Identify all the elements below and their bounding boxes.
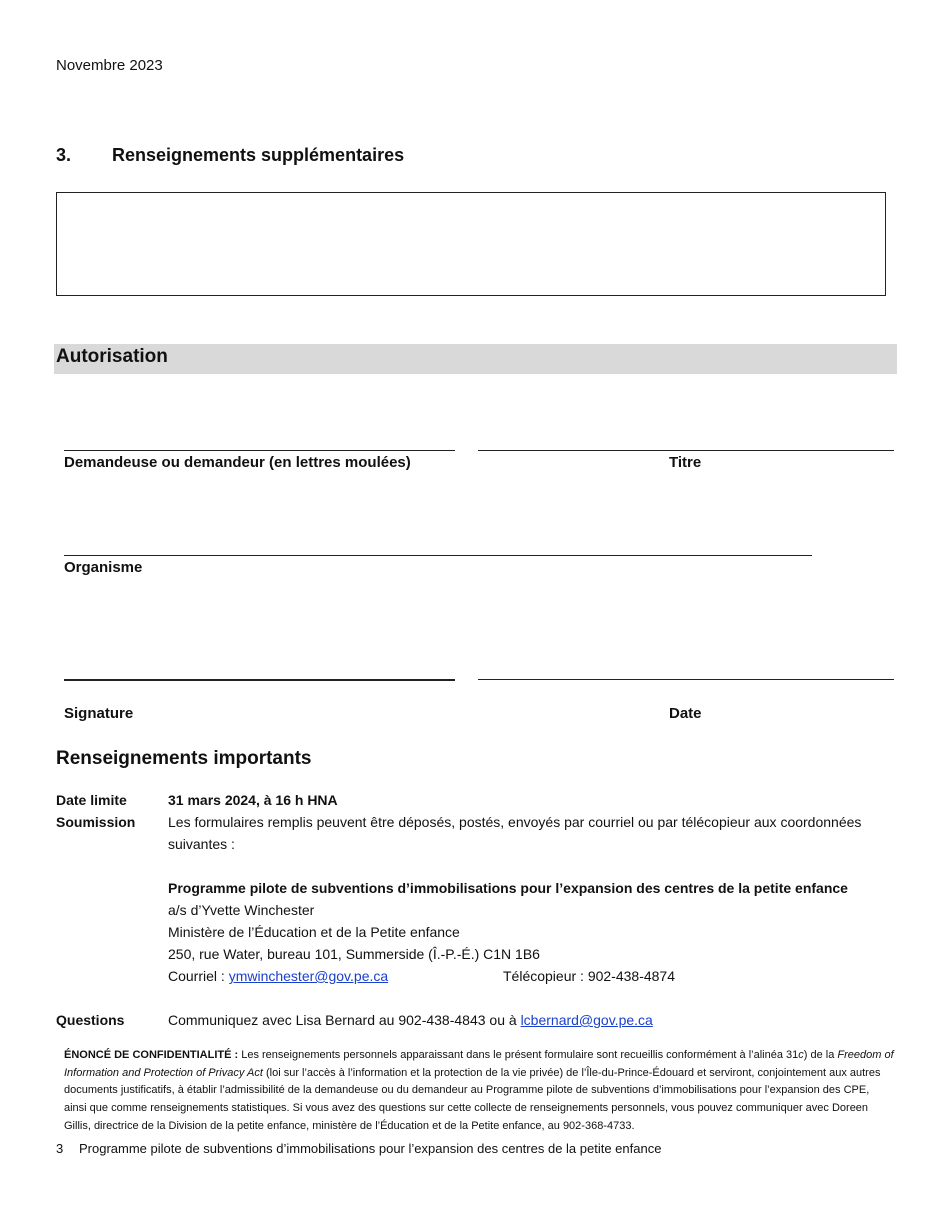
signature-line[interactable] bbox=[64, 679, 455, 681]
fax-number: Télécopieur : 902-438-4874 bbox=[503, 968, 676, 984]
privacy-text-3: (loi sur l’accès à l’information et la protection de la vie privée) de l’Île-du-Prince-Édouard et serviront, conjointement aux autres documents justificatifs, à établir l’admissibilité de la demandeuse ou du demandeur au Programme pilote de subventions d’immobilisations pour l’expansion des CPE, ainsi que comme renseignements statistiques. Si vous avez des questions sur cette collecte de renseignements personnels, vous pouvez communiquer avec Doreen Gillis, directrice de la Division de la petite enfance, ministère de l’Éducation et de la Petite enfance, au 902-368-4733. bbox=[64, 1066, 881, 1132]
privacy-label: ÉNONCÉ DE CONFIDENTIALITÉ : bbox=[64, 1049, 239, 1061]
ministry-line: Ministère de l’Éducation et de la Petite enfance bbox=[168, 924, 460, 940]
additional-info-textbox[interactable] bbox=[56, 192, 886, 296]
privacy-statement bbox=[64, 1047, 894, 1136]
questions-email-link[interactable]: lcbernard@gov.pe.ca bbox=[520, 1012, 653, 1028]
questions-label: Questions bbox=[56, 1012, 125, 1028]
authorization-header-bar bbox=[54, 344, 897, 374]
privacy-act-name: Freedom of Information and Protection of Privacy Act bbox=[64, 1049, 894, 1079]
questions-details bbox=[168, 1009, 653, 1031]
applicant-name-line[interactable] bbox=[64, 450, 455, 451]
page-number: 3 bbox=[56, 1141, 64, 1156]
applicant-name-label: Demandeuse ou demandeur (en lettres moulées) bbox=[64, 454, 411, 471]
footer-text: Programme pilote de subventions d’immobilisations pour l’expansion des centres de la petite enfance bbox=[79, 1141, 662, 1156]
privacy-text-1: Les renseignements personnels apparaissant dans le présent formulaire sont recueillis conformément à l’alinéa 31 bbox=[238, 1049, 799, 1061]
submission-details bbox=[168, 811, 898, 987]
important-info-title: Renseignements importants bbox=[56, 748, 312, 769]
attention-line: a/s d’Yvette Winchester bbox=[168, 902, 315, 918]
authorization-title: Autorisation bbox=[56, 346, 168, 367]
contact-line bbox=[168, 965, 898, 987]
title-label: Titre bbox=[669, 454, 702, 471]
date-label: Date bbox=[669, 705, 702, 722]
submission-text-line-1: Les formulaires remplis peuvent être déposés, postés, envoyés par courriel ou par télécopieur aux coordonnées bbox=[168, 814, 862, 830]
section-title: Renseignements supplémentaires bbox=[112, 145, 405, 165]
privacy-paragraph-letter: c bbox=[798, 1049, 804, 1061]
questions-text: Communiquez avec Lisa Bernard au 902-438-4843 ou à bbox=[168, 1012, 521, 1028]
submission-text-line-2: suivantes : bbox=[168, 836, 235, 852]
submission-label: Soumission bbox=[56, 814, 136, 830]
section-number: 3. bbox=[56, 145, 72, 165]
organization-label: Organisme bbox=[64, 559, 143, 576]
deadline-value: 31 mars 2024, à 16 h HNA bbox=[168, 792, 338, 808]
organization-line[interactable] bbox=[64, 555, 812, 556]
program-name: Programme pilote de subventions d’immobilisations pour l’expansion des centres de la petite enfance bbox=[168, 880, 848, 896]
email-link[interactable]: ymwinchester@gov.pe.ca bbox=[228, 968, 389, 984]
title-line[interactable] bbox=[478, 450, 894, 451]
signature-label: Signature bbox=[64, 705, 134, 722]
privacy-text-2: ) de la bbox=[803, 1049, 838, 1061]
deadline-label: Date limite bbox=[56, 792, 127, 808]
page-footer bbox=[56, 1141, 661, 1156]
address-line: 250, rue Water, bureau 101, Summerside (Î.-P.-É.) C1N 1B6 bbox=[168, 946, 540, 962]
email-label: Courriel : bbox=[168, 968, 229, 984]
date-line[interactable] bbox=[478, 679, 894, 680]
document-date: Novembre 2023 bbox=[56, 57, 163, 74]
